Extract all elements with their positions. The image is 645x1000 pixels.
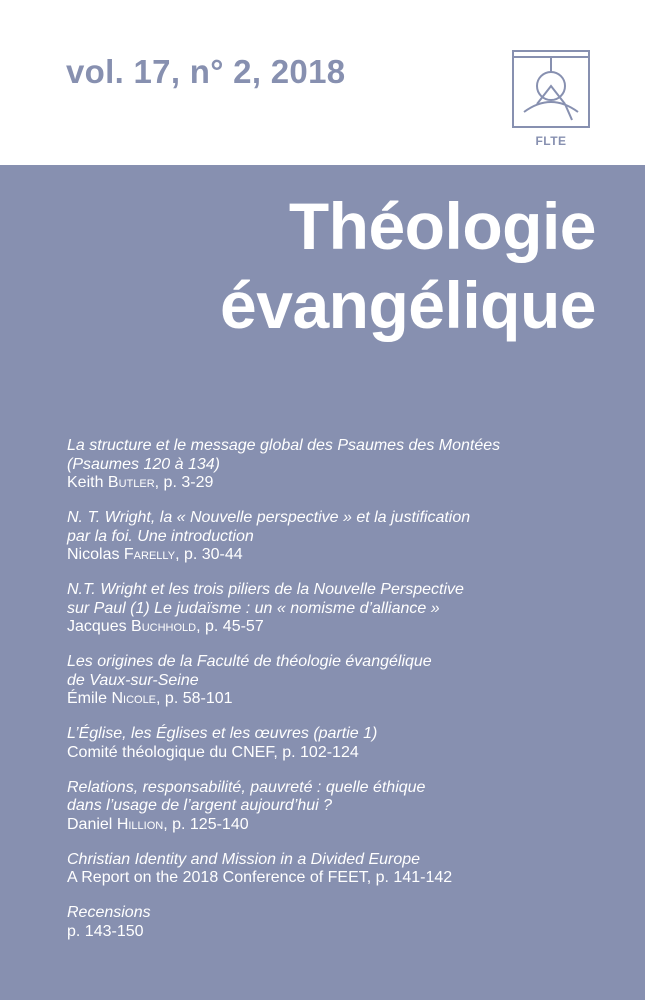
article-title: N.T. Wright et les trois piliers de la Nouvelle Perspective sur Paul (1) Le judaïsme : un « nomisme d’alliance » <box>67 581 464 617</box>
page-range: , p. 45-57 <box>196 618 264 635</box>
article-byline <box>67 474 627 493</box>
toc-entry <box>67 653 627 709</box>
flte-logo <box>512 50 594 160</box>
page-range: , p. 125-140 <box>163 815 249 833</box>
author-first-name: Jacques <box>67 618 132 635</box>
page-range: , p. 58-101 <box>156 690 233 707</box>
author-first-name: Comité théologique du CNEF <box>67 743 274 761</box>
author-first-name: A Report on the 2018 Conference of FEET <box>67 869 367 886</box>
table-of-contents <box>67 437 627 958</box>
article-title: Les origines de la Faculté de théologie évangélique de Vaux-sur-Seine <box>67 653 432 689</box>
article-byline <box>67 869 627 888</box>
author-first-name: Nicolas <box>67 546 124 563</box>
article-title: La structure et le message global des Psaumes des Montées (Psaumes 120 à 134) <box>67 437 501 473</box>
article-byline <box>67 618 627 637</box>
toc-entry <box>67 437 627 493</box>
article-title: Christian Identity and Mission in a Divided Europe <box>67 850 421 868</box>
article-byline <box>67 690 627 709</box>
author-last-name: Buchhold <box>131 618 197 635</box>
page-range: , p. 30-44 <box>175 546 243 563</box>
logo-label: FLTE <box>535 134 567 148</box>
article-title: Recensions <box>67 904 151 921</box>
page-range: , p. 102-124 <box>273 743 359 761</box>
page-range: , p. 141-142 <box>366 869 453 886</box>
author-first-name: Daniel <box>67 815 117 833</box>
author-last-name: Hillion <box>116 815 164 833</box>
author-last-name: Butler <box>107 474 155 491</box>
logo-emblem-icon <box>512 50 590 128</box>
toc-entry <box>67 904 627 941</box>
article-byline <box>67 546 627 565</box>
article-byline <box>67 744 627 763</box>
page-range: p. 143-150 <box>67 922 144 940</box>
journal-title-line-2: évangélique <box>220 268 596 342</box>
volume-info: vol. 17, n° 2, 2018 <box>66 53 346 90</box>
journal-title <box>76 187 596 345</box>
article-title: Relations, responsabilité, pauvreté : quelle éthique dans l’usage de l’argent aujourd’hui ? <box>67 778 426 814</box>
author-last-name: Farelly <box>123 546 176 563</box>
author-first-name: Keith <box>67 474 108 491</box>
toc-entry <box>67 509 627 565</box>
header-band <box>0 0 645 165</box>
toc-entry <box>67 851 627 888</box>
author-last-name: Nicole <box>111 690 157 707</box>
cover-body <box>0 165 645 1000</box>
page-range: , p. 3-29 <box>154 474 214 491</box>
toc-entry <box>67 581 627 637</box>
journal-title-line-1: Théologie <box>288 189 596 263</box>
author-first-name: Émile <box>67 690 112 707</box>
toc-entry <box>67 725 627 762</box>
article-title: N. T. Wright, la « Nouvelle perspective » et la justification par la foi. Une introduction <box>67 509 471 545</box>
toc-entry <box>67 779 627 835</box>
article-byline <box>67 923 627 942</box>
article-title: L’Église, les Églises et les œuvres (partie 1) <box>67 725 378 742</box>
article-byline <box>67 816 627 835</box>
